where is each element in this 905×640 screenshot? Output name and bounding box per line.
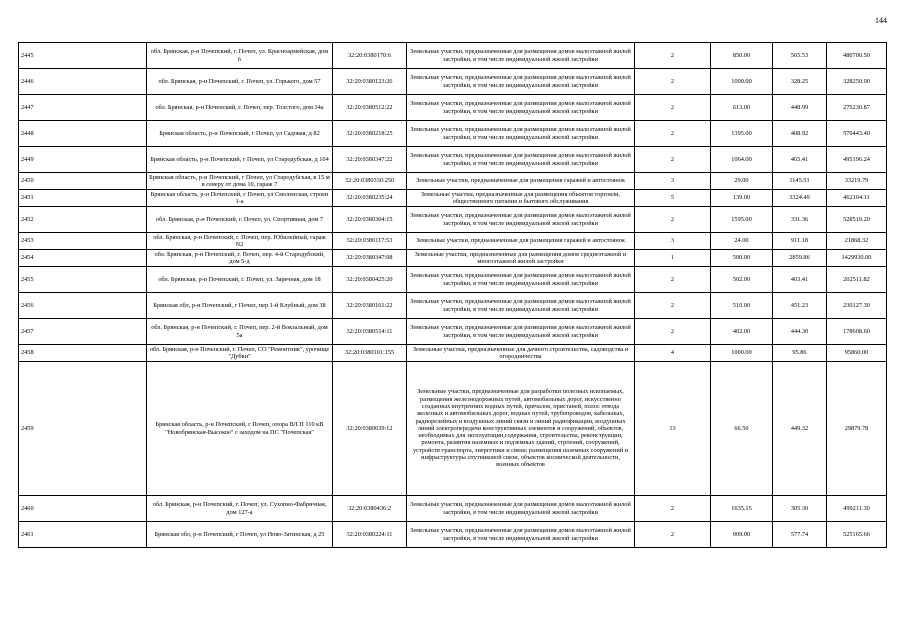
land-use-cell: Земельные участки, предназначенные для размещения домов малоэтажной жилой застройки, в том числе индивидуальной жилой застройки	[407, 207, 635, 233]
land-use-cell: Земельные участки, предназначенные для размещения домов малоэтажной жилой застройки, в том числе индивидуальной жилой застройки	[407, 147, 635, 173]
group-cell: 2	[635, 293, 711, 319]
cadastral-cost-cell: 328250.00	[827, 69, 887, 95]
row-number: 2447	[19, 95, 147, 121]
row-number: 2455	[19, 267, 147, 293]
area-cell: 24.00	[711, 233, 773, 250]
table-row	[19, 147, 887, 173]
cadastral-number-cell: 32:20:0380347:22	[333, 147, 407, 173]
address-cell: Брянская область, р-н Почепский, г Почеп, ул Садовая, д 82	[147, 121, 333, 147]
area-cell: 1000.00	[711, 69, 773, 95]
cadastral-cost-cell: 525165.66	[827, 522, 887, 548]
cadastral-cost-cell: 95860.00	[827, 345, 887, 362]
cadastral-cost-cell: 275230.87	[827, 95, 887, 121]
area-cell: 1395.00	[711, 121, 773, 147]
table-row	[19, 121, 887, 147]
area-cell: 1000.00	[711, 345, 773, 362]
group-cell: 2	[635, 43, 711, 69]
group-cell: 2	[635, 267, 711, 293]
area-cell: 402.00	[711, 319, 773, 345]
row-number: 2458	[19, 345, 147, 362]
area-cell: 500.00	[711, 250, 773, 267]
cadastral-cost-cell: 528519.20	[827, 207, 887, 233]
land-use-cell: Земельные участки, предназначенные для размещения домов малоэтажной жилой застройки, в том числе индивидуальной жилой застройки	[407, 69, 635, 95]
specific-value-cell: 3324.49	[773, 190, 827, 207]
area-cell: 909.00	[711, 522, 773, 548]
table-row	[19, 345, 887, 362]
group-cell: 2	[635, 121, 711, 147]
address-cell: обл. Брянская, р-н Почепский, г. Почеп, пер. 4-й Стародубский, дом 5-д	[147, 250, 333, 267]
area-cell: 1595.00	[711, 207, 773, 233]
page-number: 144	[875, 16, 887, 25]
address-cell: обл. Брянская, р-н Почепский, г. Почеп, пер. Толстого, дом 34а	[147, 95, 333, 121]
table-row	[19, 496, 887, 522]
specific-value-cell: 408.92	[773, 121, 827, 147]
cadastral-number-cell: 32:20:0380123:26	[333, 69, 407, 95]
area-cell: 1064.00	[711, 147, 773, 173]
row-number: 2461	[19, 522, 147, 548]
group-cell: 2	[635, 147, 711, 173]
specific-value-cell: 331.36	[773, 207, 827, 233]
address-cell: обл. Брянская, р-н Почепский, г. Почеп, ул. Заречная, дом 18	[147, 267, 333, 293]
cadastral-cost-cell: 499211.30	[827, 496, 887, 522]
cadastral-number-cell: 32:20:0380235:24	[333, 190, 407, 207]
address-cell: Брянская область, р-н Почепский, г Почеп, ул Стародубская, в 15 м в северу от дома 10, гараж 7	[147, 173, 333, 190]
land-use-cell: Земельные участки, предназначенные для размещения домов среднеэтажной и многоэтажной жилой застройки	[407, 250, 635, 267]
table-row	[19, 207, 887, 233]
land-use-cell: Земельные участки, предназначенные для размещения объектов торговли, общественного питания и бытового обслуживания	[407, 190, 635, 207]
land-use-cell: Земельные участки, предназначенные для размещения домов малоэтажной жилой застройки, в том числе индивидуальной жилой застройки	[407, 121, 635, 147]
address-cell: обл. Брянская, р-н Почепский, г. Почеп, пер. 2-й Вокзальный, дом 5а	[147, 319, 333, 345]
table-row	[19, 95, 887, 121]
group-cell: 3	[635, 173, 711, 190]
land-use-cell: Земельные участки, предназначенные для размещения домов малоэтажной жилой застройки, в том числе индивидуальной жилой застройки	[407, 267, 635, 293]
land-use-cell: Земельные участки, предназначенные для размещения домов малоэтажной жилой застройки, в том числе индивидуальной жилой застройки	[407, 522, 635, 548]
specific-value-cell: 403.41	[773, 267, 827, 293]
table-row	[19, 69, 887, 95]
row-number: 2445	[19, 43, 147, 69]
cadastral-number-cell: 32:20:0380304:15	[333, 207, 407, 233]
cadastral-cost-cell: 202511.82	[827, 267, 887, 293]
cadastral-number-cell: 32:20:0380425:20	[333, 267, 407, 293]
cadastral-number-cell: 32:20:0380347:98	[333, 250, 407, 267]
row-number: 2460	[19, 496, 147, 522]
specific-value-cell: 328.25	[773, 69, 827, 95]
group-cell: 3	[635, 233, 711, 250]
table-row	[19, 250, 887, 267]
table-row	[19, 293, 887, 319]
table-row	[19, 267, 887, 293]
table-row	[19, 190, 887, 207]
table-row	[19, 233, 887, 250]
cadastral-cost-cell: 462104.11	[827, 190, 887, 207]
table-row	[19, 522, 887, 548]
cadastral-cost-cell: 178608.60	[827, 319, 887, 345]
area-cell: 29.00	[711, 173, 773, 190]
row-number: 2456	[19, 293, 147, 319]
land-use-cell: Земельные участки, предназначенные для размещения домов малоэтажной жилой застройки, в том числе индивидуальной жилой застройки	[407, 43, 635, 69]
area-cell: 1635.15	[711, 496, 773, 522]
address-cell: Брянская область, р-н Почепский, г Почеп, опора ВЛ П 110 кВ "Новобрянская-Высокое" с заходом на ПС "Почепская"	[147, 362, 333, 496]
specific-value-cell: 95.86	[773, 345, 827, 362]
address-cell: обл. Брянская, р-н Почепский, г. Почеп, пер. Юбилейный, гараж N2	[147, 233, 333, 250]
row-number: 2450	[19, 173, 147, 190]
land-use-cell: Земельные участки, предназначенные для размещения домов малоэтажной жилой застройки, в том числе индивидуальной жилой застройки	[407, 95, 635, 121]
land-use-cell: Земельные участки, предназначенные для дачного строительства, садоводства и огородничества	[407, 345, 635, 362]
group-cell: 4	[635, 345, 711, 362]
specific-value-cell: 465.41	[773, 147, 827, 173]
cadastral-number-cell: 32:20:0380436:2	[333, 496, 407, 522]
area-cell: 613.00	[711, 95, 773, 121]
specific-value-cell: 1145.51	[773, 173, 827, 190]
address-cell: Брянская обл, р-н Почепский, г Почеп, ул Ново-Затинская, д 25	[147, 522, 333, 548]
land-use-cell: Земельные участки, предназначенные для размещения гаражей и автостоянок	[407, 173, 635, 190]
group-cell: 5	[635, 190, 711, 207]
row-number: 2449	[19, 147, 147, 173]
group-cell: 2	[635, 69, 711, 95]
table-row	[19, 319, 887, 345]
group-cell: 1	[635, 250, 711, 267]
specific-value-cell: 577.74	[773, 522, 827, 548]
cadastral-cost-cell: 570443.40	[827, 121, 887, 147]
area-cell: 502.00	[711, 267, 773, 293]
cadastral-cost-cell: 33219.79	[827, 173, 887, 190]
group-cell: 2	[635, 207, 711, 233]
cadastral-number-cell: 32:20:0380117:53	[333, 233, 407, 250]
specific-value-cell: 305.30	[773, 496, 827, 522]
group-cell: 2	[635, 496, 711, 522]
cadastral-cost-cell: 1429930.00	[827, 250, 887, 267]
address-cell: обл. Брянская, р-н Почепский, г. Почеп, ул. Горького, дом 57	[147, 69, 333, 95]
land-use-cell: Земельные участки, предназначенные для размещения домов малоэтажной жилой застройки, в том числе индивидуальной жилой застройки	[407, 496, 635, 522]
address-cell: обл. Брянская, р-н Почепский, г. Почеп, ул. Красноармейская, дом 6	[147, 43, 333, 69]
group-cell: 13	[635, 362, 711, 496]
land-use-cell: Земельные участки, предназначенные для размещения гаражей и автостоянок	[407, 233, 635, 250]
cadastral-number-cell: 32:20:0380170:6	[333, 43, 407, 69]
cadastral-cost-cell: 480700.50	[827, 43, 887, 69]
cadastral-number-cell: 32:20:0380512:22	[333, 95, 407, 121]
cadastral-cost-cell: 21868.32	[827, 233, 887, 250]
row-number: 2446	[19, 69, 147, 95]
cadastral-value-table	[18, 42, 887, 548]
specific-value-cell: 565.53	[773, 43, 827, 69]
group-cell: 2	[635, 319, 711, 345]
table-row	[19, 173, 887, 190]
land-use-cell: Земельные участки, предназначенные для размещения домов малоэтажной жилой застройки, в том числе индивидуальной жилой застройки	[407, 319, 635, 345]
cadastral-number-cell: 32:20:0380330:250	[333, 173, 407, 190]
land-use-cell: Земельные участки, предназначенные для размещения домов малоэтажной жилой застройки, в том числе индивидуальной жилой застройки	[407, 293, 635, 319]
address-cell: Брянская область, р-н Почепский, г Почеп, ул Смоленская, строен 1-а	[147, 190, 333, 207]
specific-value-cell: 448.99	[773, 95, 827, 121]
table-row	[19, 43, 887, 69]
row-number: 2453	[19, 233, 147, 250]
row-number: 2457	[19, 319, 147, 345]
row-number: 2452	[19, 207, 147, 233]
specific-value-cell: 449.32	[773, 362, 827, 496]
address-cell: обл. Брянская, р-н Почепский, г. Почеп, ул. Сухопио-Фабричная, дом 127-а	[147, 496, 333, 522]
cadastral-cost-cell: 230127.30	[827, 293, 887, 319]
area-cell: 139.00	[711, 190, 773, 207]
table-body	[19, 43, 887, 548]
cadastral-number-cell: 32:20:0380224:11	[333, 522, 407, 548]
land-use-cell: Земельные участки, предназначенные для разработки полезных ископаемых, размещения железнодорожных путей, автомобильных дорог, искусственно созданных внутренних водных путей, причалов, пристаней, полос отвода железных и автомобильных дорог, водных путей, трубопроводов, кабельных, радиорелейных и воздушных линий связи и линий радиофикации, воздушных линий электропередачи конструктивных элементов и сооружений, объектов, необходимых для эксплуатации,содержания, строительства, реконструкции, ремонта, развития наземных и подземных зданий, строений, сооружений, устройств транспорта, энергетики и связи; размещения наземных сооружений и инфраструктуры спутниковой связи, объектов космической деятельности, военных объектов	[407, 362, 635, 496]
specific-value-cell: 451.23	[773, 293, 827, 319]
row-number: 2454	[19, 250, 147, 267]
cadastral-number-cell: 32:20:0380161:22	[333, 293, 407, 319]
address-cell: Брянская обл, р-н Почепский, г Почеп, пер 1-й Клубный, дом 38	[147, 293, 333, 319]
cadastral-number-cell: 32:20:0380514:11	[333, 319, 407, 345]
area-cell: 510.00	[711, 293, 773, 319]
address-cell: Брянская область, р-н Почепский, г Почеп, ул Стародубская, д 104	[147, 147, 333, 173]
group-cell: 2	[635, 522, 711, 548]
cadastral-cost-cell: 29879.78	[827, 362, 887, 496]
cadastral-cost-cell: 495196.24	[827, 147, 887, 173]
row-number: 2448	[19, 121, 147, 147]
specific-value-cell: 2859.86	[773, 250, 827, 267]
cadastral-number-cell: 32:20:0380218:25	[333, 121, 407, 147]
cadastral-number-cell: 32:20:0380101:155	[333, 345, 407, 362]
area-cell: 850.00	[711, 43, 773, 69]
area-cell: 66.50	[711, 362, 773, 496]
specific-value-cell: 444.30	[773, 319, 827, 345]
specific-value-cell: 911.18	[773, 233, 827, 250]
row-number: 2451	[19, 190, 147, 207]
group-cell: 2	[635, 95, 711, 121]
table-row	[19, 362, 887, 496]
address-cell: обл. Брянская, р-н Почепский, г. Почеп, СО "Ремонтник", урочище "Дубки"	[147, 345, 333, 362]
row-number: 2459	[19, 362, 147, 496]
cadastral-number-cell: 32:20:0380639:12	[333, 362, 407, 496]
address-cell: обл. Брянская, р-н Почепский, г. Почеп, ул. Спортивная, дом 7	[147, 207, 333, 233]
